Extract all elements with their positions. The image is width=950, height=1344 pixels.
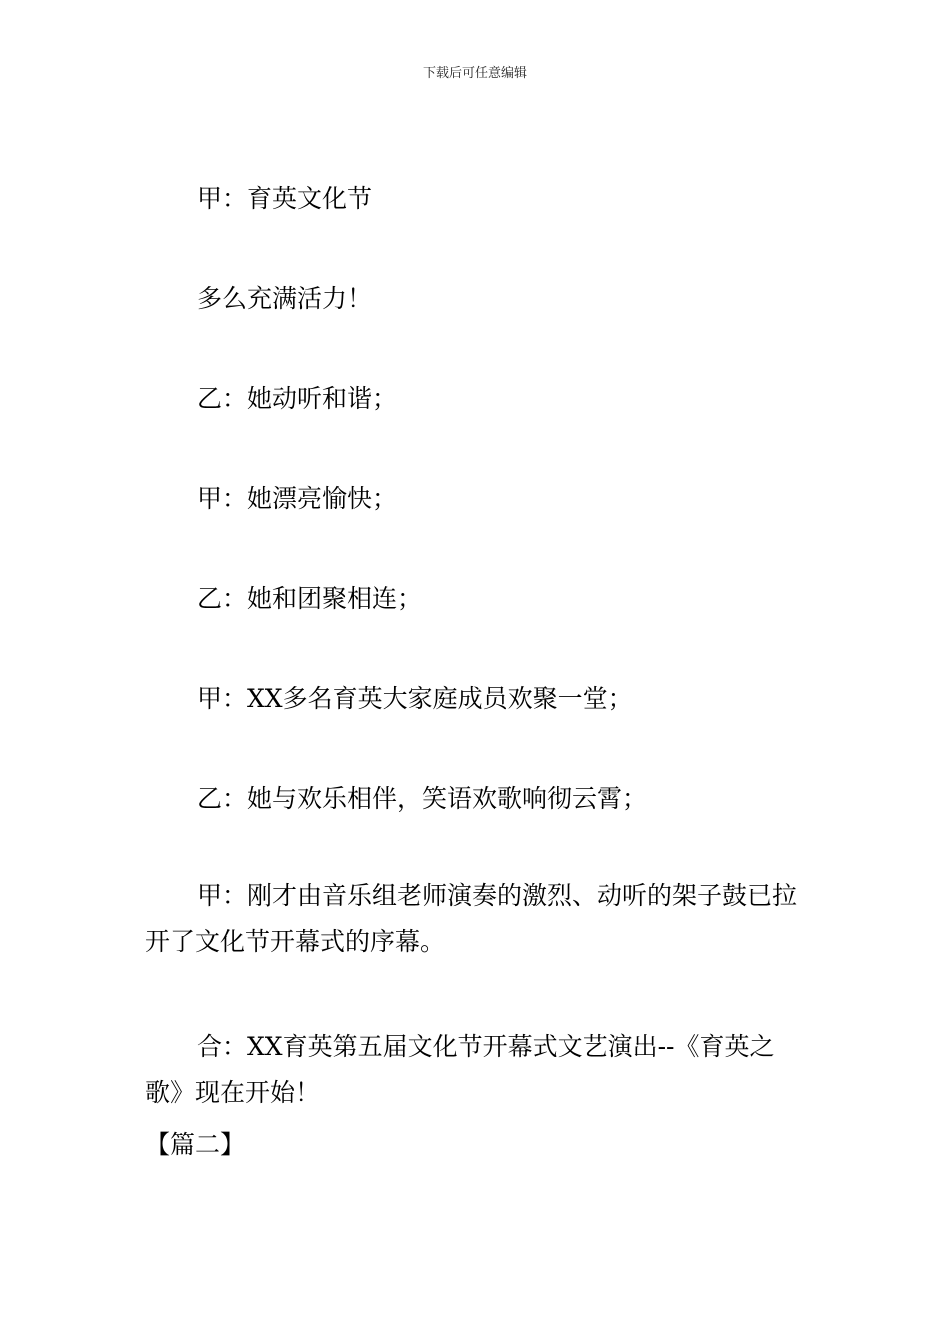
- paragraph-3: 乙：她动听和谐；: [197, 384, 398, 413]
- paragraph-2: 多么充满活力！: [197, 284, 373, 313]
- paragraph-9: 合：XX育英第五届文化节开幕式文艺演出--《育英之歌》现在开始！: [145, 1032, 775, 1107]
- paragraph-8: 甲：刚才由音乐组老师演奏的激烈、动听的架子鼓已拉开了文化节开幕式的序幕。: [145, 881, 798, 956]
- paragraph-5: 乙：她和团聚相连；: [197, 584, 423, 613]
- paragraph-4: 甲：她漂亮愉快；: [197, 484, 398, 513]
- paragraph-1: 甲：育英文化节: [197, 184, 373, 213]
- page-header: 下载后可任意编辑: [422, 66, 527, 81]
- paragraph-6: 甲：XX多名育英大家庭成员欢聚一堂；: [197, 684, 633, 713]
- section-heading: 【篇二】: [145, 1130, 246, 1159]
- paragraph-7: 乙：她与欢乐相伴，笑语欢歌响彻云霄；: [197, 784, 648, 813]
